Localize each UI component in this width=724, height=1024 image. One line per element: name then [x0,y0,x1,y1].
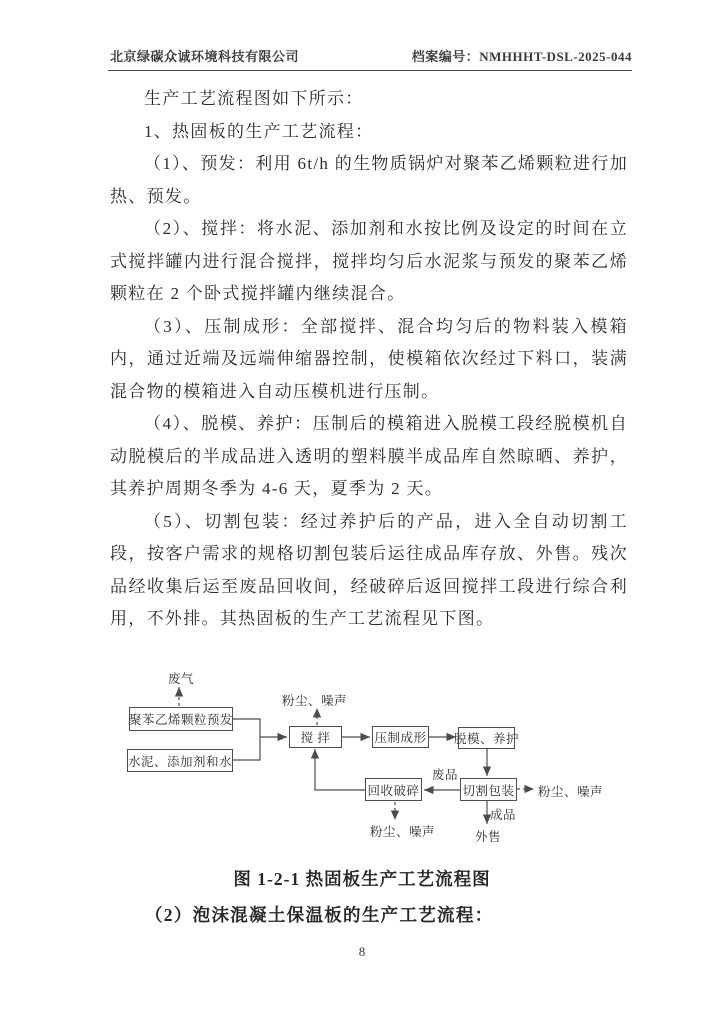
page-header [110,46,632,65]
label-finished-product: 成品 [490,808,517,822]
paragraph-intro: 生产工艺流程图如下所示： [144,89,364,108]
label-scrap: 废品 [432,768,459,782]
node-cutting: 切割包装 [460,778,517,801]
label-dust-noise-cutting: 粉尘、噪声 [538,785,604,799]
node-prefoam: 聚苯乙烯颗粒预发 [129,707,233,731]
label-waste-gas: 废气 [168,672,195,686]
label-external-sale: 外售 [475,830,502,844]
node-recycling: 回收破碎 [365,778,422,801]
paragraph-step-4: （4）、脱模、养护：压制后的模箱进入脱模工段经脱模机自动脱模后的半成品进入透明的塑料膜半成品库自然晾晒、养护，其养护周期冬季为 4-6 天，夏季为 2 天。 [110,414,628,498]
process-flowchart [120,662,620,854]
paragraph-step-5: （5）、切割包装：经过养护后的产品，进入全自动切割工段，按客户需求的规格切割包装后运往成品库存放、外售。残次品经收集后运至废品回收间，经破碎后返回搅拌工段进行综合利用，不外排。其热固板的生产工艺流程见下图。 [110,511,628,628]
paragraph-step-1: （1）、预发：利用 6t/h 的生物质锅炉对聚苯乙烯颗粒进行加热、预发。 [110,154,628,206]
section2-heading: （2）泡沫混凝土保温板的生产工艺流程： [145,905,494,925]
figure-caption: 图 1-2-1 热固板生产工艺流程图 [233,869,491,889]
node-mixing: 搅 拌 [289,726,342,748]
body-text [110,83,628,643]
node-pressing: 压制成形 [372,726,429,748]
archive-number [412,46,632,65]
page-number: 8 [358,944,366,959]
archive-value: NMHHHT-DSL-2025-044 [479,49,632,64]
node-materials: 水泥、添加剂和水 [127,749,233,772]
arrow-recycling-to-mixing [315,749,365,790]
paragraph-step-2: （2）、搅拌：将水泥、添加剂和水按比例及设定的时间在立式搅拌罐内进行混合搅拌，搅拌均匀后水泥浆与预发的聚苯乙烯颗粒在 2 个卧式搅拌罐内继续混合。 [110,219,628,303]
company-name: 北京绿碳众诚环境科技有限公司 [110,49,300,64]
paragraph-step-3: （3）、压制成形：全部搅拌、混合均匀后的物料装入模箱内，通过近端及远端伸缩器控制，使模箱依次经过下料口，装满混合物的模箱进入自动压模机进行压制。 [110,316,628,401]
paragraph-heading-1: 1、热固板的生产工艺流程： [144,121,374,141]
label-dust-noise-mixing: 粉尘、噪声 [282,694,348,708]
label-dust-noise-recycling: 粉尘、噪声 [370,825,436,839]
node-demolding: 脱模、养护 [458,727,515,749]
header-divider [108,70,632,71]
archive-label: 档案编号： [411,49,480,64]
merge-connector-line [233,719,260,761]
